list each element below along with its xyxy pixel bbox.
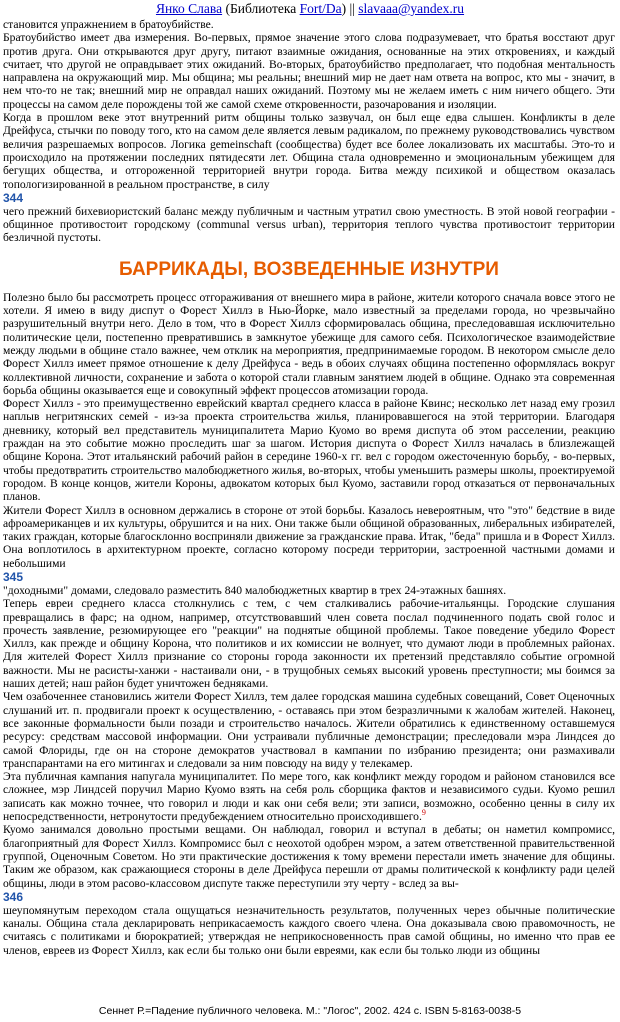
page-number: 345 [3, 569, 24, 584]
paragraph: шеупомянутым переходом стала ощущаться незначительность результатов, полученных через обычные политические каналы. Община стала декларировать неприкасаемость каждого своего члена. Она доказывала свою правомочность, не считаясь с политиками и бюрократией; утверждая не неприкосновенность прав самой общины, но именно что прав ее членов, евреев из Форест Хиллз, как если бы только они были евреями, как если бы только люди из общины [3, 903, 615, 957]
paragraph-text: Эта публичная кампания напугала муниципалитет. По мере того, как конфликт между городом и районом становился все сложнее, мэр Линдсей поручил Марио Куомо взять на себя роль сборщика фактов и независимого судьи. Куомо решил записать как можно точнее, что говорил и люди и как они себя вели; эти записи, возможно, особенно ценны в силу их непосредственности, нетронутости предубеждением относительно происходившего. [3, 770, 615, 824]
paragraph: Чем озабоченнее становились жители Форест Хиллз, тем далее городская машина судебных совещаний, Совет Оценочных слушаний ит. п. продвигали проект к осуществлению, - оставаясь при этом безразличными к жалобам жителей. Наконец, все законные формальности были позади и строительство началось. Жители обратились к единственному оставшемуся ресурсу: средствам массовой информации. Они устраивали публичные демонстрации; преследовали мэра Линдсея до самой Флориды, где он на стороне демократов участвовал в кампании по избранию президента; они размахивали транспарантами на его митингах и следовали за ним повсюду на виду у телекамер. [3, 690, 615, 770]
footnote-marker[interactable]: 9 [421, 808, 426, 818]
paragraph: Форест Хиллз - это преимущественно еврейский квартал среднего класса в районе Квинс; несколько лет назад ему грозил наплыв негритянских семей - из-за проекта строительства жилья, планировавшегося на этой территории. Благодаря дневнику, который вел представитель муниципалитета Марио Куомо во время диспута об этом расселении, реакцию граждан на это событие можно проследить шаг за шагом. История диспута о Форест Хиллз началась в близлежащей общине Корона. Этот итальянский рабочий район в середине 1960-х гг. вел с городом ожесточенную борьбу, - во-первых, чтобы предотвратить строительство малобюджетного жилья, во-вторых, чтобы уменьшить размеры школы, проектируемой городом. В конце концов, жители Короны, адвокатом которых был Куомо, заставили город отказаться от первоначальных планов. [3, 397, 615, 504]
paragraph: Теперь евреи среднего класса столкнулись с тем, с чем сталкивались рабочие-итальянцы. Городские слушания превращались в фарс; на одном, например, отсутствовавший член совета послал подчиненного подать свой голос и прочесть заявление, резюмирующее его "реакции" на поднятые общиной проблемы. Такое поведение убедило Форест Хиллз, как прежде и общину Корона, что политиков и их комиссии не волнует, что думают люди в проблемных районах. Для жителей Форест Хиллз признание со стороны города законности их претензий представляло событие огромной важности. Мы не расисты-ханжи - настаивали они, - в трущобных семьях высокий уровень преступности; мы боимся за наших детей; наш район будет уничтожен бедняками. [3, 597, 615, 691]
email-link[interactable]: slavaaa@yandex.ru [358, 1, 465, 16]
paragraph [3, 770, 615, 823]
library-suffix: ) || [341, 1, 359, 16]
paragraph: чего прежний бихевиористский баланс между публичным и частным утратил свою уместность. В этой новой географии - общинное противостоит городскому (communal versus urban), территория теплого чувства противостоит территории безличной пустоты. [3, 204, 615, 245]
paragraph: Куомо занимался довольно простыми вещами. Он наблюдал, говорил и вступал в дебаты; он наметил компромисс, благоприятный для Форест Хиллз. Компромисс был с неохотой одобрен мэром, а затем ответственной правительственной группой, Оценочным Советом. Но эти практические достижения к тому времени перестали иметь значение для общины. Таким же образом, как сражающиеся стороны в деле Дрейфуса перешли от драмы политической к конфликту ради целей общины, люди в этом расово-классовом диспуте также переступили эту черту - вслед за вы- [3, 823, 615, 890]
paragraph: Полезно было бы рассмотреть процесс отгораживания от внешнего мира в районе, жители которого сначала вовсе этого не хотели. Я имею в виду диспут о Форест Хиллз в Нью-Йорке, мало известный за пределами города, но чрезвычайно разрушительный внутри него. Дело в том, что в Форест Хиллз сформировалась община, преследовавшая исключительно политические цели, постепенно превратившись в замкнутое убежище для самого себя. Психологическое взаимодействие между людьми в общине стало важнее, чем отклик на мероприятия, предпринимаемые городом. В некотором смысле дело Форест Хиллз имеет прямое отношение к делу Дрейфуса - ведь в обоих случаях община постепенно оформлялась вокруг коллективной личности, сохранение и забота о которой стали главным занятием людей в общине. Однако эта современная борьба общины оказывается еще и совокупный эффект процессов атомизации города. [3, 290, 615, 397]
paragraph: "доходными" домами, следовало разместить 840 малобюджетных квартир в трех 24-этажных башнях. [3, 583, 507, 597]
page-header [0, 0, 620, 17]
paragraph: становится упражнением в братоубийстве. [3, 18, 214, 31]
paragraph: Когда в прошлом веке этот внутренний ритм общины только зазвучал, он был еще едва слышен. Конфликты в деле Дрейфуса, стычки по поводу того, кто на самом деле является левым радикалом, по прежнему руководствовались чувством величия разрешаемых вопросов. Логика gemeinschaft (сообщества) будет все более локализовать их масштабы. Это-то и происходило на протяжении последних пятидесяти лет. Община стала одновременно и эмоциональным убежищем для бегущих общества, и отгороженной территорией внутри города. Битва между психикой и обществом оказалась топологизированной в реальном пространстве, в силу [3, 111, 615, 191]
author-link[interactable]: Янко Слава [155, 1, 223, 16]
page-footer: Сеннет Р.=Падение публичного человека. М.: "Логос", 2002. 424 с. ISBN 5-8163-0038-5 [98, 1005, 522, 1017]
section-title: БАРРИКАДЫ, ВОЗВЕДЕННЫЕ ИЗНУТРИ [119, 258, 499, 280]
page-number: 346 [3, 889, 24, 904]
library-prefix: (Библиотека [222, 1, 300, 16]
document-body [3, 18, 615, 957]
paragraph: Жители Форест Хиллз в основном держались в стороне от этой борьбы. Казалось невероятным, что "это" бедствие в виде афроамериканцев и их культуры, обрушится и на них. Они также были общиной образованных, либеральных избирателей, таких граждан, которые благосклонно восприняли движение за гражданские права. Итак, "беда" пришла и в Форест Хиллз. Она воплотилось в архитектурном проекте, согласно которому посреди территории, застроенной частными домами и небольшими [3, 503, 615, 570]
library-link[interactable]: Fort/Da [299, 1, 342, 16]
page-number: 344 [3, 190, 24, 205]
paragraph: Братоубийство имеет два измерения. Во-первых, прямое значение этого слова подразумевает, что братья восстают друг против друга. Они открываются друг другу, питают взаимные ожидания, основанные на этих откровениях, и каждый считает, что другой не оправдывает этих ожиданий. Во-вторых, братоубийство предполагает, что подобная ментальность направлена на окружающий мир. Мы община; мы реальны; внешний мир не дает нам ответа на вопрос, кто мы - значит, в нем что-то не так; внешний мир не оправдал наших ожиданий. Поэтому мы не желаем иметь с ним ничего общего. Эти процессы на самом деле порождены той же самой схеме откровенности, разочарования и изоляции. [3, 31, 615, 111]
